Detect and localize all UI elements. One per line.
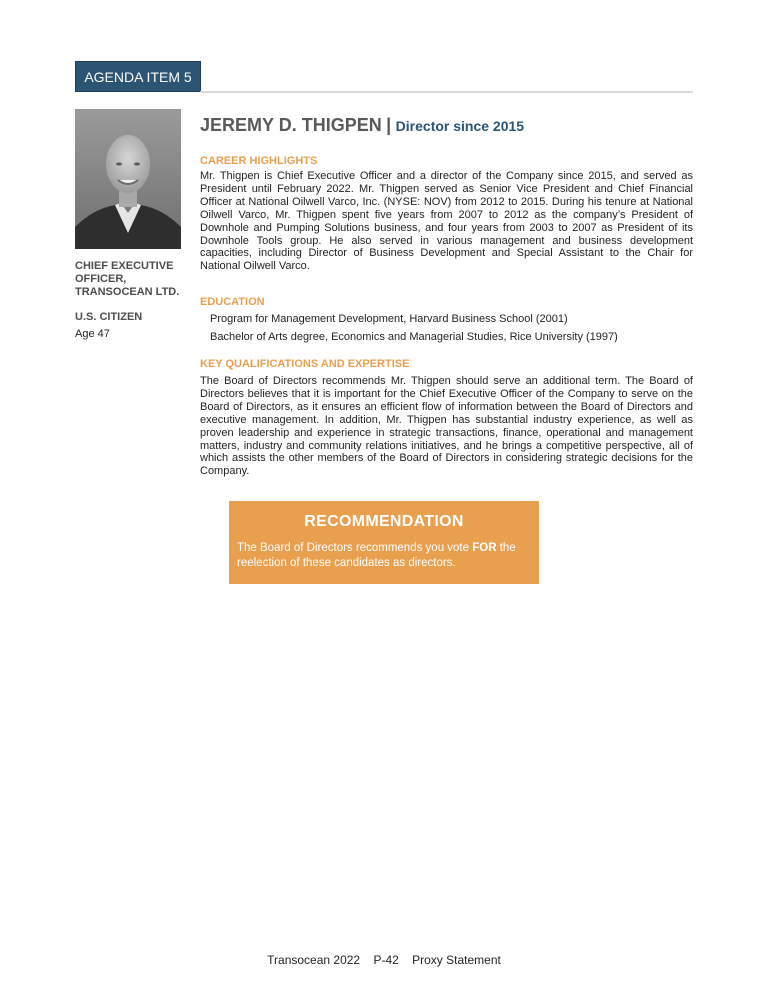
recommendation-text-lead: The Board of Directors recommends you vote	[237, 542, 473, 554]
agenda-item-tab	[75, 61, 201, 92]
director-portrait-photo	[75, 109, 181, 249]
qualifications-text: The Board of Directors recommends Mr. Thigpen should serve an additional term. The Board of Directors believes that it is important for the Chief Executive Officer of the Company to serve on the Board of Directors, as it ensures an efficient flow of information between the Board of Directors and executive management. In addition, Mr. Thigpen has substantial industry experience, as well as proven leadership and experience in strategic transactions, finance, operational and management matters, industry and community relations initiatives, and he brings a competitive perspective, all of which assists the other members of the Board of Directors in considering strategic decisions for the Company.	[200, 375, 693, 478]
career-highlights-heading: CAREER HIGHLIGHTS	[200, 155, 318, 167]
director-heading	[200, 115, 524, 136]
recommendation-text	[237, 541, 531, 571]
recommendation-text-tail: the reelection of these candidates as directors.	[237, 542, 516, 569]
header-divider	[200, 91, 693, 93]
page-footer: Transocean 2022 P-42 Proxy Statement	[267, 953, 501, 967]
education-item: Bachelor of Arts degree, Economics and Managerial Studies, Rice University (1997)	[210, 331, 618, 343]
citizenship: U.S. CITIZEN	[75, 311, 143, 323]
recommendation-box	[229, 501, 539, 584]
director-name: JEREMY D. THIGPEN	[200, 115, 382, 135]
director-role: CHIEF EXECUTIVE OFFICER, TRANSOCEAN LTD.	[75, 260, 180, 298]
director-since: Director since 2015	[395, 118, 525, 134]
recommendation-title: RECOMMENDATION	[304, 513, 464, 530]
education-heading: EDUCATION	[200, 296, 265, 308]
director-age: Age 47	[75, 328, 110, 340]
qualifications-heading: KEY QUALIFICATIONS AND EXPERTISE	[200, 358, 410, 370]
recommendation-vote: FOR	[472, 542, 497, 554]
agenda-item-label: AGENDA ITEM 5	[84, 68, 192, 85]
heading-separator: |	[386, 115, 392, 135]
career-highlights-text: Mr. Thigpen is Chief Executive Officer and a director of the Company since 2015, and served as President until February 2022. Mr. Thigpen served as Senior Vice President and Chief Financial Officer at National Oilwell Varco, Inc. (NYSE: NOV) from 2012 to 2015. During his tenure at National Oilwell Varco, Mr. Thigpen spent five years from 2007 to 2012 as the company’s President of Downhole and Pumping Solutions business, and four years from 2003 to 2007 as President of its Downhole Tools group. He also served in various management and business development capacities, including Director of Business Development and Special Assistant to the Chair for National Oilwell Varco.	[200, 170, 693, 273]
education-item: Program for Management Development, Harvard Business School (2001)	[210, 313, 568, 325]
